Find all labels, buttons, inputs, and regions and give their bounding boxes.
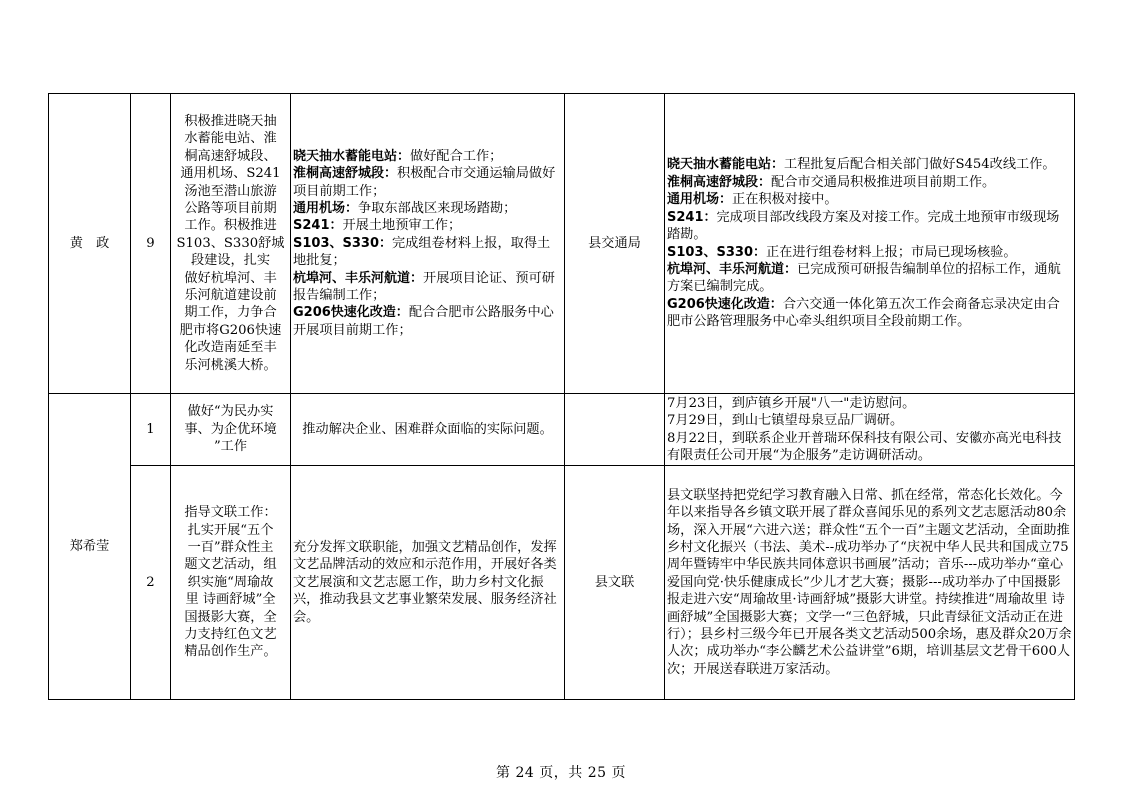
item-text: 工程批复后配合相关部门做好S454改线工作。 (784, 157, 1056, 173)
progress-item (667, 244, 1072, 261)
item-heading: S103、S330： (293, 235, 392, 251)
task-cell (171, 466, 291, 700)
plan-cell: 充分发挥文联职能，加强文艺精品创作，发挥文艺品牌活动的效应和示范作用，开展好各类文艺展演和文艺志愿工作，助力乡村文化振兴，推动我县文艺事业繁荣发展、服务经济社会。 (291, 466, 565, 700)
task-line: 做好“为民办实 (187, 404, 274, 420)
task-line: 肥市将G206快速 (179, 322, 282, 338)
item-text: 正在进行组卷材料上报；市局已现场核验。 (766, 244, 1017, 260)
index-cell: 2 (131, 466, 171, 700)
task-line: 水蓄能电站、淮 (184, 131, 277, 147)
index-cell: 1 (131, 394, 171, 466)
task-line: 通用机场、S241 (180, 166, 281, 182)
leader-name-cell: 郑希莹 (49, 394, 131, 700)
plan-cell (291, 94, 565, 394)
item-heading: 通用机场： (667, 192, 733, 208)
progress-cell: 县文联坚持把党纪学习教育融入日常、抓在经常，常态化长效化。今年以来指导各乡镇文联开展了群众喜闻乐见的系列文艺志愿活动80余场，深入开展“六进六送；群众性“五个一百”主题文艺活动，全面助推乡村文化振兴（书法、美术--成功举办了“庆祝中华人民共和国成立75周年暨铸牢中华民族共同体意识书画展”活动；音乐---成功举办“童心爱国向党·快乐健康成长”少儿才艺大赛；摄影---成功举办了中国摄影报走进六安“周瑜故里·诗画舒城”摄影大讲堂。持续推进“周瑜故里 诗画舒城”全国摄影大赛；文学一“三色舒城，只此青绿征文活动正在进行）；县乡村三级今年已开展各类文艺活动500余场，惠及群众20万余人次；成功举办“李公麟艺术公益讲堂”6期，培训基层文艺骨干600人次；开展送春联进万家活动。 (665, 466, 1075, 700)
task-line: 指导文联工作： (184, 505, 277, 521)
progress-item (667, 209, 1072, 244)
task-line: 乐河航道建设前 (184, 288, 277, 304)
task-cell (171, 394, 291, 466)
plan-item (293, 200, 562, 217)
task-line: 乐河桃溪大桥。 (184, 357, 277, 373)
progress-item (667, 191, 1072, 208)
plan-cell: 推动解决企业、困难群众面临的实际问题。 (291, 394, 565, 466)
plan-item (293, 235, 562, 270)
item-text: 完成项目部改线段方案及对接工作。完成土地预审市级现场踏勘。 (667, 209, 1060, 243)
task-line: 力支持红色文艺 (184, 627, 277, 643)
plan-item (293, 165, 562, 200)
task-line: 工作。积极推进 (184, 218, 277, 234)
progress-line: 7月29日，到山七镇望母泉豆品厂调研。 (667, 413, 904, 429)
item-heading: S241： (293, 218, 343, 234)
task-cell (171, 94, 291, 394)
task-line: 国摄影大赛，全 (184, 609, 277, 625)
leader-name-cell: 黄 政 (49, 94, 131, 394)
task-line: 精品创作生产。 (184, 644, 277, 660)
table-row (49, 466, 1075, 700)
item-text: 配合合肥市公路服务中心开展项目前期工作； (293, 305, 554, 338)
item-heading: 晓天抽水蓄能电站： (667, 157, 785, 173)
item-heading: S103、S330： (667, 244, 766, 260)
plan-item (293, 148, 562, 165)
progress-item (667, 261, 1072, 296)
item-text: 已完成预可研报告编制单位的招标工作，通航方案已编制完成。 (667, 261, 1061, 295)
task-line: 事、为企优环境 (184, 421, 277, 437)
progress-cell (665, 94, 1075, 394)
plan-item (293, 270, 562, 305)
item-heading: S241： (667, 209, 717, 225)
task-line: 里 诗画舒城”全 (185, 592, 276, 608)
task-line: 期工作，力争合 (184, 305, 277, 321)
task-line: 题文艺活动，组 (184, 557, 277, 573)
task-line: 段建设，扎实 (190, 253, 271, 269)
item-heading: G206快速化改造： (667, 296, 783, 312)
task-line: 公路等项目前期 (184, 200, 277, 216)
progress-line: 8月22日，到联系企业开普瑞环保科技有限公司、安徽亦高光电科技有限责任公司开展“为企服务”走访调研活动。 (667, 430, 1062, 463)
task-line: 做好杭埠河、丰 (184, 270, 277, 286)
unit-cell: 县交通局 (565, 94, 665, 394)
item-heading: 通用机场： (293, 200, 359, 216)
item-heading: 淮桐高速舒城段： (293, 166, 398, 182)
task-line: 织实施“周瑜故 (187, 574, 274, 590)
item-heading: G206快速化改造： (293, 305, 409, 321)
item-text: 做好配合工作； (410, 148, 503, 164)
progress-item (667, 296, 1072, 331)
table-row (49, 94, 1075, 394)
task-line: S103、S330舒城 (176, 235, 285, 251)
item-text: 正在积极对接中。 (732, 192, 838, 208)
item-text: 开展项目论证、预可研报告编制工作； (293, 270, 555, 304)
item-text: 合六交通一体化第五次工作会商备忘录决定由合肥市公路管理服务中心牵头组织项目全段前期工作。 (667, 296, 1060, 330)
work-progress-table (48, 93, 1075, 700)
item-text: 配合市交通局积极推进项目前期工作。 (771, 174, 996, 190)
task-line: 一百”群众性主 (187, 539, 274, 555)
item-heading: 杭埠河、丰乐河航道： (667, 261, 798, 277)
plan-item (293, 217, 562, 234)
task-line: 扎实开展“五个 (187, 522, 274, 538)
item-text: 开展土地预审工作； (342, 218, 462, 234)
item-text: 争取东部战区来现场踏勘； (358, 200, 517, 216)
item-heading: 淮桐高速舒城段： (667, 174, 772, 190)
task-line: 积极推进晓天抽 (184, 113, 277, 129)
plan-item (293, 304, 562, 339)
table-row (49, 394, 1075, 466)
unit-cell: 县文联 (565, 466, 665, 700)
item-text: 完成组卷材料上报，取得土地批复； (293, 235, 551, 269)
item-heading: 晓天抽水蓄能电站： (293, 148, 411, 164)
task-line: 化改造南延至丰 (184, 340, 277, 356)
task-line: ”工作 (213, 439, 248, 455)
progress-item (667, 174, 1072, 191)
unit-cell (565, 394, 665, 466)
progress-item (667, 156, 1072, 173)
page-footer: 第 24 页，共 25 页 (496, 765, 626, 781)
progress-cell (665, 394, 1075, 466)
task-line: 桐高速舒城段、 (184, 148, 277, 164)
item-heading: 杭埠河、丰乐河航道： (293, 270, 424, 286)
item-text: 积极配合市交通运输局做好项目前期工作； (293, 166, 556, 199)
progress-line: 7月23日，到庐镇乡开展"八一"走访慰问。 (667, 395, 916, 411)
index-cell: 9 (131, 94, 171, 394)
task-line: 汤池至潜山旅游 (184, 183, 277, 199)
